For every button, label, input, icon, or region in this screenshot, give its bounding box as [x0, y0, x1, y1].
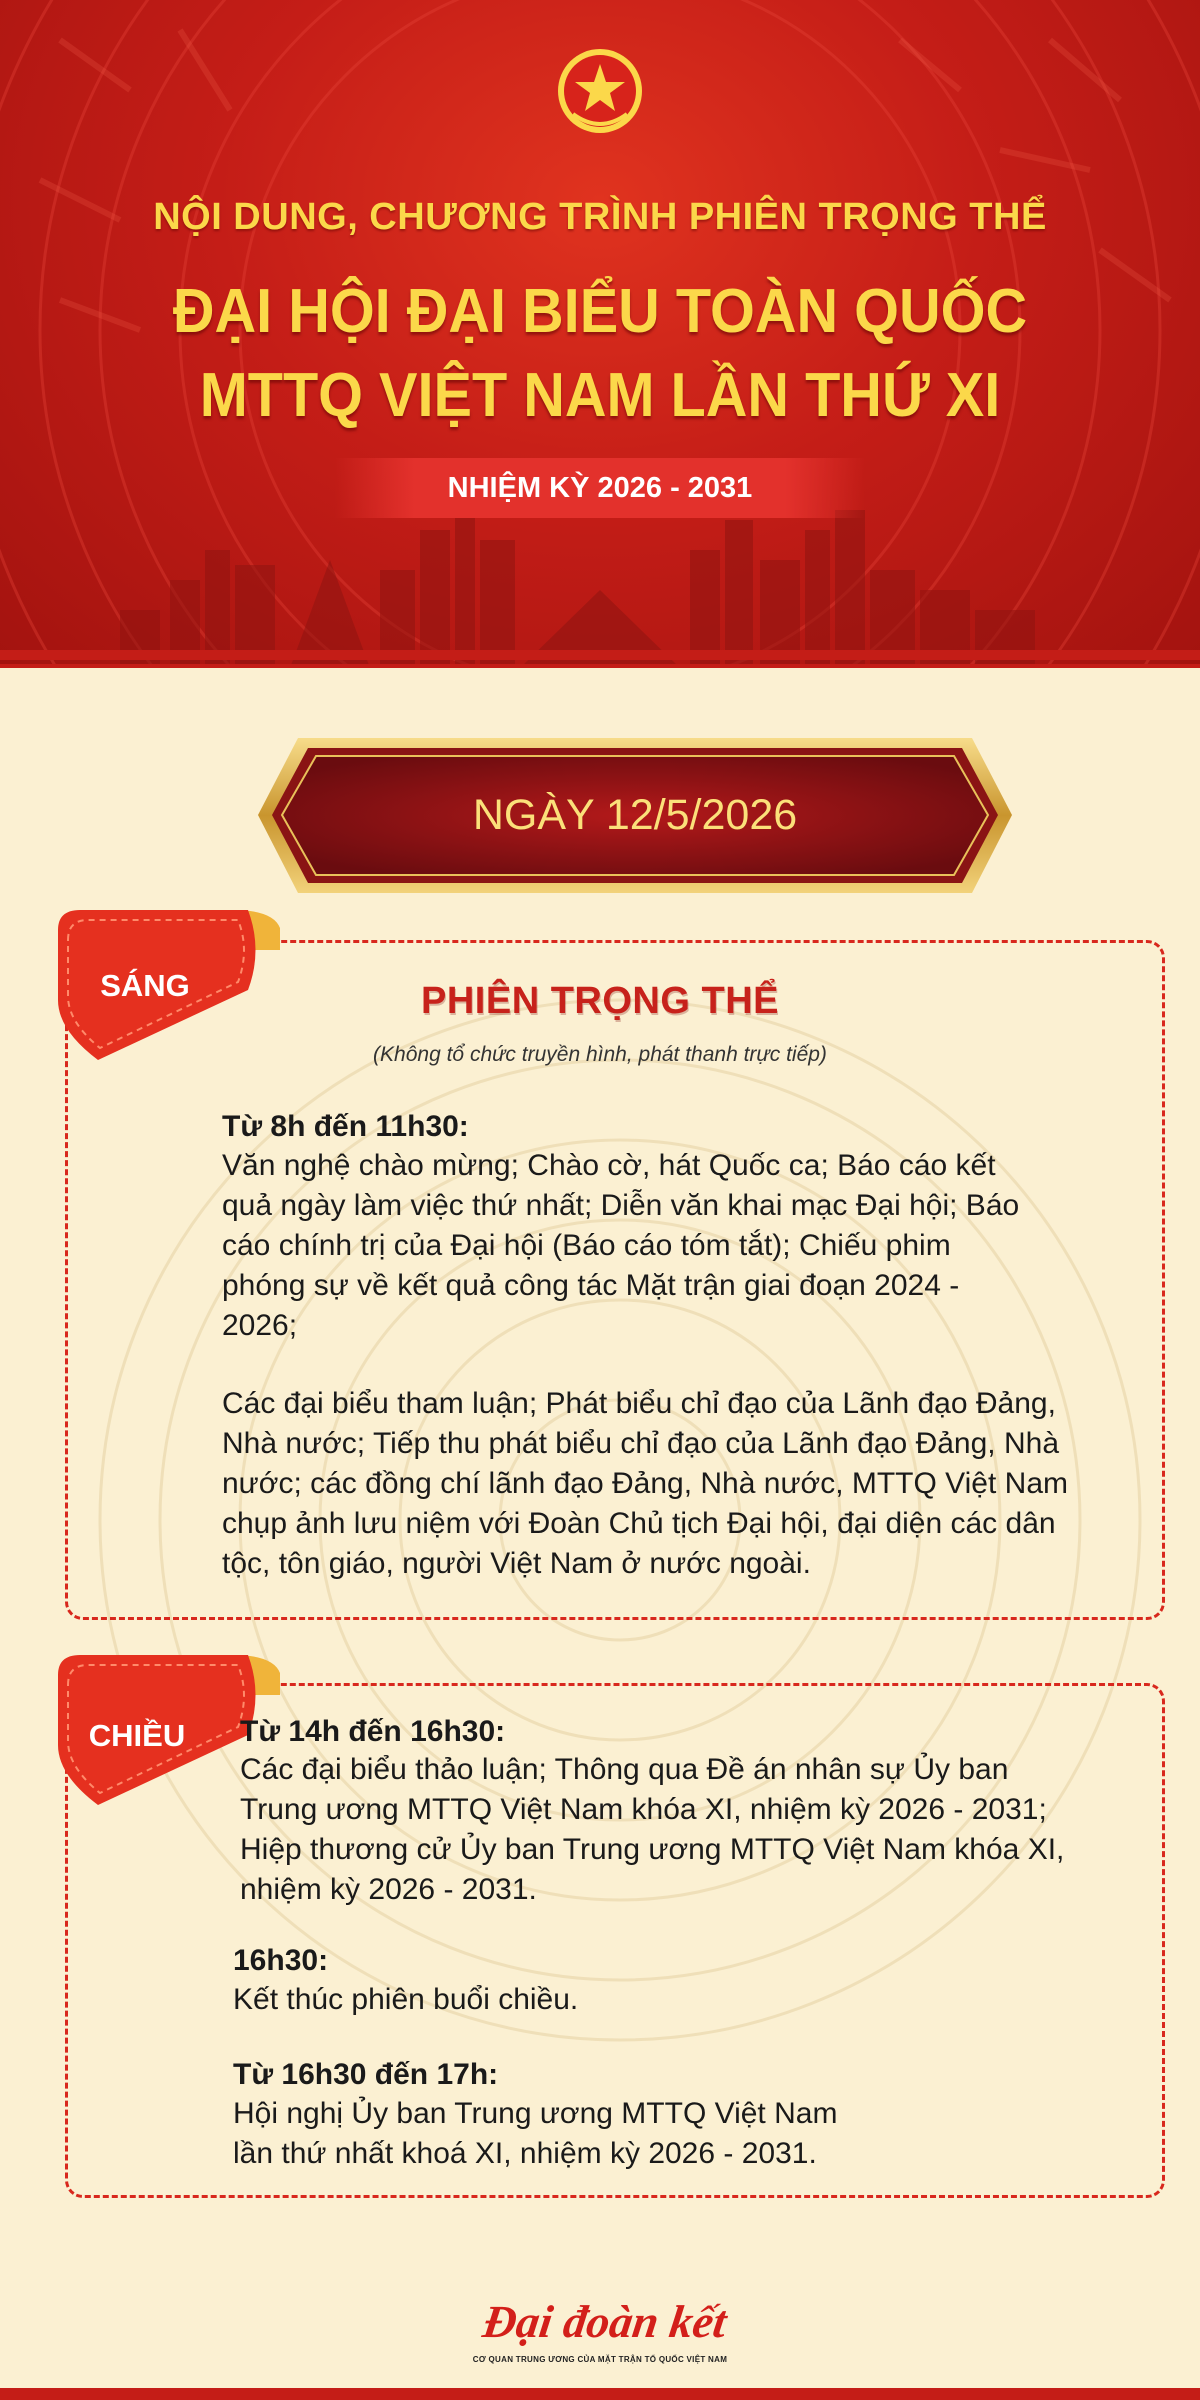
session-title: PHIÊN TRỌNG THỂ — [421, 980, 779, 1022]
text-line: chụp ảnh lưu niệm với Đoàn Chủ tịch Đại hội, đại diện các dân — [222, 1507, 1056, 1540]
header-subtitle: NỘI DUNG, CHƯƠNG TRÌNH PHIÊN TRỌNG THỂ — [153, 196, 1047, 238]
afternoon-time-1: Từ 14h đến 16h30: — [240, 1715, 506, 1748]
text-line: Hội nghị Ủy ban Trung ương MTTQ Việt Nam — [233, 2097, 838, 2130]
svg-text:Đại đoàn kết: Đại đoàn kết — [480, 2296, 730, 2347]
text-line: tộc, tôn giáo, người Việt Nam ở nước ngoài. — [222, 1547, 811, 1580]
header-title-line-2: MTTQ VIỆT NAM LẦN THỨ XI — [199, 361, 1001, 430]
header-divider — [0, 650, 1200, 660]
text-line: lần thứ nhất khoá XI, nhiệm kỳ 2026 - 2031. — [233, 2137, 817, 2170]
afternoon-paragraph-3 — [233, 2094, 1033, 2174]
afternoon-paragraph-2 — [233, 1980, 1033, 2020]
term-label: NHIỆM KỲ 2026 - 2031 — [447, 472, 753, 504]
text-line: Kết thúc phiên buổi chiều. — [233, 1983, 579, 2016]
footer-subtitle: CƠ QUAN TRUNG ƯƠNG CỦA MẶT TRẬN TỔ QUỐC VIỆT NAM — [472, 2355, 728, 2364]
text-line: Trung ương MTTQ Việt Nam khóa XI, nhiệm kỳ 2026 - 2031; — [240, 1793, 1047, 1826]
afternoon-time-2: 16h30: — [233, 1944, 329, 1977]
text-line: quả ngày làm việc thứ nhất; Diễn văn khai mạc Đại hội; Báo — [222, 1189, 1020, 1222]
bottom-bar — [0, 2388, 1200, 2400]
date-label: NGÀY 12/5/2026 — [472, 791, 798, 839]
dai-doan-ket-logo — [480, 2285, 740, 2355]
mttq-emblem — [557, 44, 643, 138]
afternoon-time-3: Từ 16h30 đến 17h: — [233, 2058, 499, 2091]
text-line: nhiệm kỳ 2026 - 2031. — [240, 1873, 537, 1906]
morning-time: Từ 8h đến 11h30: — [222, 1110, 469, 1143]
text-line: 2026; — [222, 1309, 298, 1342]
text-line: cáo chính trị của Đại hội (Báo cáo tóm tắt); Chiếu phim — [222, 1229, 951, 1262]
text-line: nước; các đồng chí lãnh đạo Đảng, Nhà nước, MTTQ Việt Nam — [222, 1467, 1069, 1500]
text-line: Các đại biểu tham luận; Phát biểu chỉ đạo của Lãnh đạo Đảng, — [222, 1387, 1056, 1420]
morning-tag-label: SÁNG — [100, 968, 190, 1003]
text-line: Các đại biểu thảo luận; Thông qua Đề án nhân sự Ủy ban — [240, 1753, 1009, 1786]
text-line: Nhà nước; Tiếp thu phát biểu chỉ đạo của Lãnh đạo Đảng, Nhà — [222, 1427, 1059, 1460]
header-title-line-1: ĐẠI HỘI ĐẠI BIỂU TOÀN QUỐC — [172, 277, 1028, 346]
afternoon-tag-label: CHIỀU — [88, 1718, 186, 1753]
text-line: Hiệp thương cử Ủy ban Trung ương MTTQ Việt Nam khóa XI, — [240, 1833, 1065, 1866]
header-divider-thin — [0, 664, 1200, 668]
text-line: phóng sự về kết quả công tác Mặt trận giai đoạn 2024 - — [222, 1269, 960, 1302]
morning-paragraph-2 — [222, 1384, 1122, 1584]
afternoon-paragraph-1 — [240, 1750, 1140, 1910]
morning-paragraph-1 — [222, 1146, 1092, 1346]
text-line: Văn nghệ chào mừng; Chào cờ, hát Quốc ca; Báo cáo kết — [222, 1149, 996, 1182]
session-note: (Không tổ chức truyền hình, phát thanh trực tiếp) — [373, 1043, 827, 1066]
header-banner — [0, 0, 1200, 668]
